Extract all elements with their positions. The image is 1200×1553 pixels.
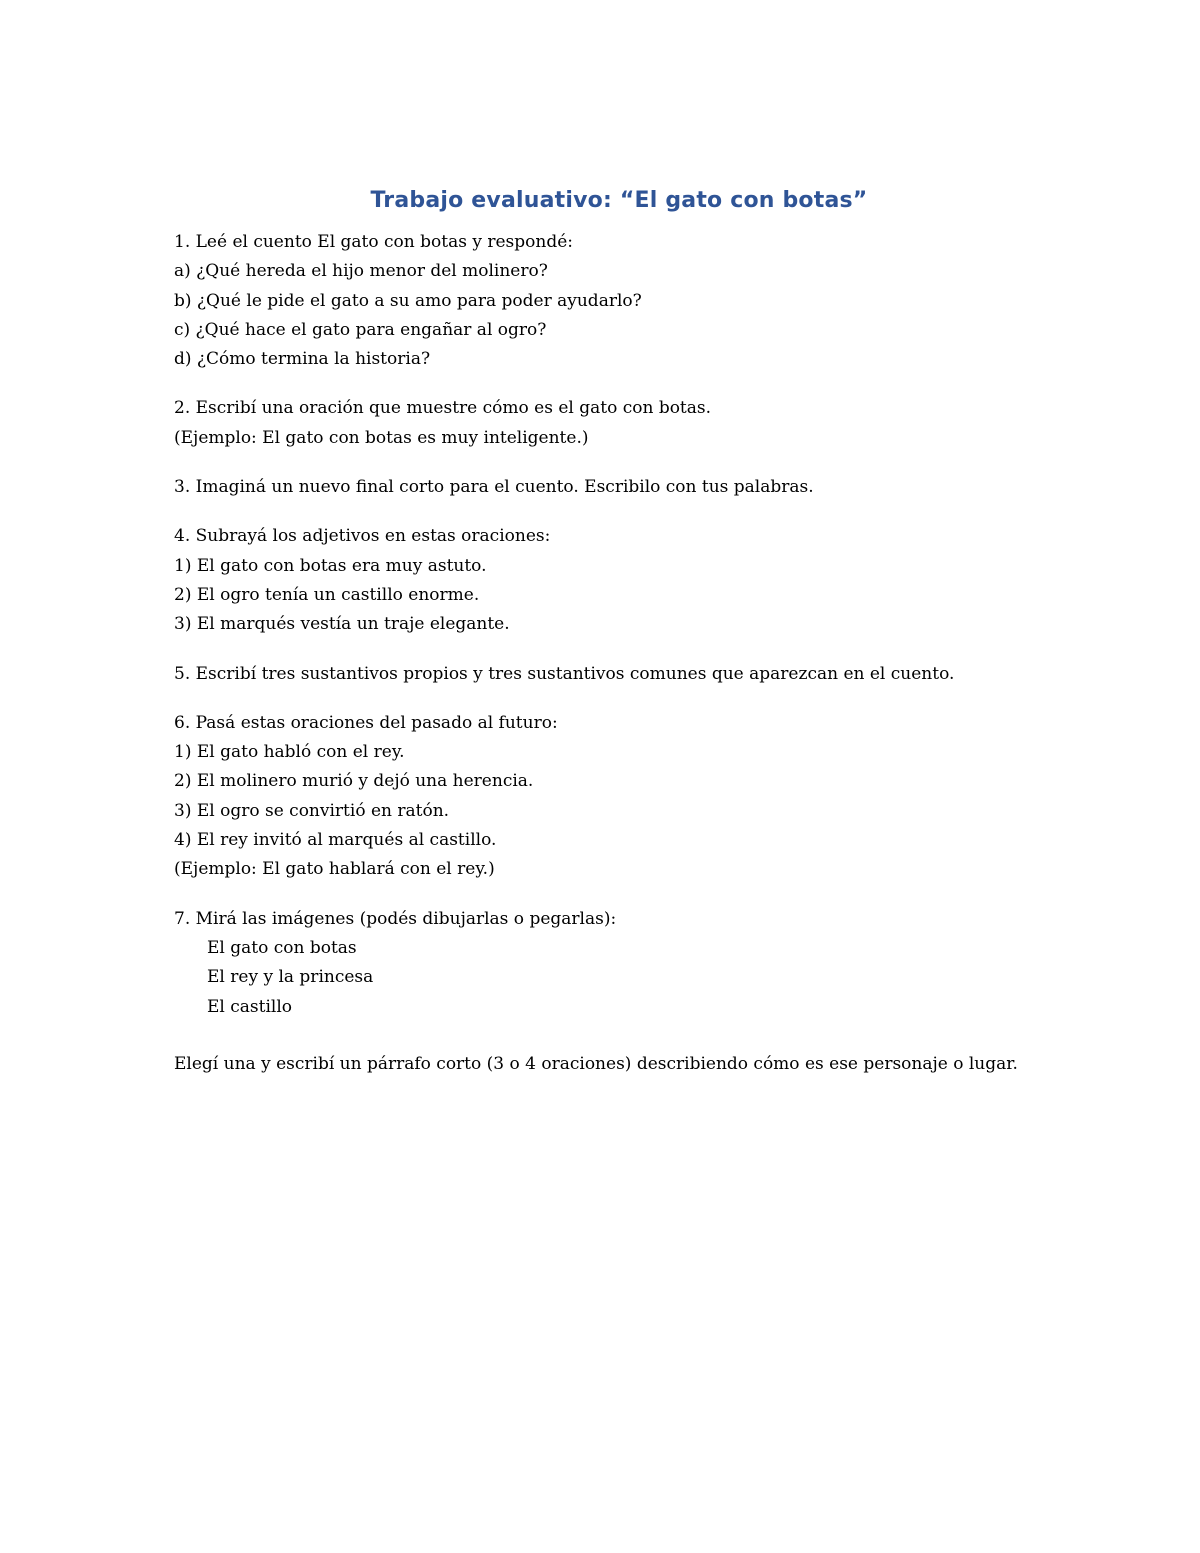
paragraph-spacer [174,453,1034,473]
question-4-prompt: 4. Subrayá los adjetivos en estas oraciones: [174,526,551,547]
question-3-prompt: 3. Imaginá un nuevo final corto para el cuento. Escribilo con tus palabras. [174,477,814,498]
question-1-prompt: 1. Leé el cuento El gato con botas y respondé: [174,232,574,252]
question-6-prompt: 6. Pasá estas oraciones del pasado al futuro: [174,712,558,733]
question-6-item-1: 1) El gato habló con el rey. [174,742,405,763]
question-7-image-item-2: El rey y la princesa [207,967,374,988]
paragraph-spacer [174,374,1034,394]
question-7-prompt: 7. Mirá las imágenes (podés dibujarlas o pegarlas): [174,908,617,929]
question-4-item-2: 2) El ogro tenía un castillo enorme. [174,584,480,605]
document-body [174,228,1034,1079]
question-6-item-3: 3) El ogro se convirtió en ratón. [174,800,450,821]
question-7-image-item-3: El castillo [207,996,293,1017]
question-6-item-4: 4) El rey invitó al marqués al castillo. [174,830,497,851]
paragraph-spacer [174,885,1034,905]
question-2-prompt: 2. Escribí una oración que muestre cómo es el gato con botas. [174,398,712,419]
question-4-item-1: 1) El gato con botas era muy astuto. [174,555,487,576]
question-4-item-3: 3) El marqués vestía un traje elegante. [174,614,510,635]
question-1-item-a: a) ¿Qué hereda el hijo menor del molinero? [174,261,548,282]
question-7-instruction: Elegí una y escribí un párrafo corto (3 o 4 oraciones) describiendo cómo es ese personaje o lugar. [174,1053,1018,1074]
document-title: Trabajo evaluativo: “El gato con botas” [370,188,868,213]
question-6-item-2: 2) El molinero murió y dejó una herencia. [174,771,534,792]
question-1-item-c: c) ¿Qué hace el gato para engañar al ogro? [174,319,547,340]
paragraph-spacer [174,1022,1034,1042]
paragraph-spacer [174,502,1034,522]
question-6-example: (Ejemplo: El gato hablará con el rey.) [174,859,495,880]
paragraph-spacer [174,689,1034,709]
question-2-example: (Ejemplo: El gato con botas es muy inteligente.) [174,427,589,448]
paragraph-spacer [174,640,1034,660]
question-7-image-item-1: El gato con botas [207,937,357,958]
paragraph-spacer [174,1042,1034,1050]
question-1-item-d: d) ¿Cómo termina la historia? [174,349,431,370]
question-5-prompt: 5. Escribí tres sustantivos propios y tres sustantivos comunes que aparezcan en el cuento. [174,663,955,684]
question-1-item-b: b) ¿Qué le pide el gato a su amo para poder ayudarlo? [174,290,642,311]
